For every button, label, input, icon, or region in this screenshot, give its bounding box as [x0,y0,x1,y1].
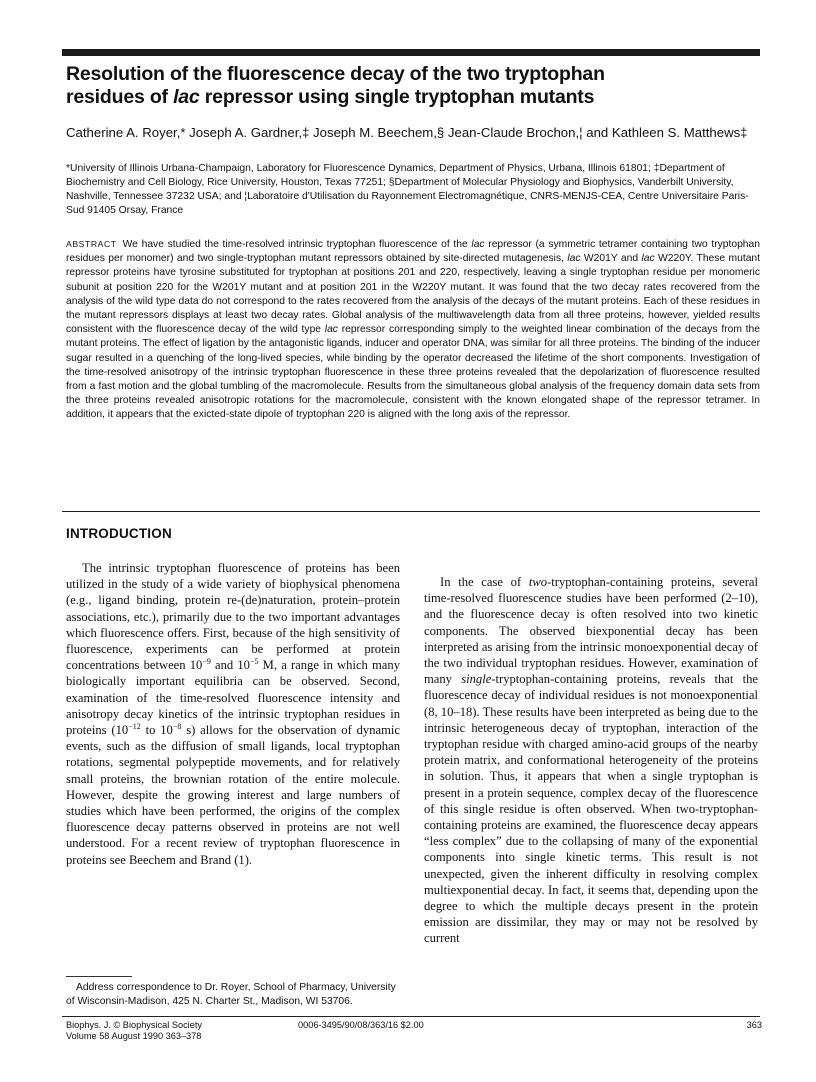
abstract [66,237,760,423]
exponent: −12 [128,722,141,732]
abstract-label: ABSTRACT [66,239,117,249]
title-line-2-a: residues of [66,86,174,108]
author-affiliations: *University of Illinois Urbana-Champaign, Laboratory for Fluorescence Dynamics, Department of Physics, Urbana, Illinois 61801; ‡Department of Biochemistry and Cell Biology, Rice University, Houston, Texas 77251; §Department of Molecular Physiology and Biophysics, Vanderbilt University, Nashville, Tennessee 37232 USA; and ¦Laboratoire d'Utilisation du Rayonnement Electromagnétique, CNRS-MENJS-CEA, Centre Universitaire Paris-Sud 91405 Orsay, France [66,163,749,216]
title-line-1: Resolution of the fluorescence decay of the two tryptophan [66,63,605,85]
footer-rule [62,1016,760,1017]
intro-r-text-b: -tryptophan-containing proteins, several time-resolved fluorescence studies have been performed (2–10), and the fluorescence decay is often resolved into two kinetic components. The observed biexponential decay has been interpreted as arising from the intrinsic monoexponential decay of the two individual tryptophan residues. However, examination of many [424,575,758,687]
page-number: 363 [746,1020,762,1030]
abstract-lac-4: lac [324,324,338,336]
footer-issn: 0006-3495/90/08/363/16 $2.00 [298,1020,424,1030]
intro-text-c: M, a range in which many biologically important equilibria can be observed. Second, examination of the time-resolved fluorescence intensity and anisotropy decay kinetics of the intrinsic tryptophan residues in proteins (10 [66,658,400,738]
top-rule [62,49,760,56]
intro-paragraph-1 [66,560,400,868]
correspondence-footnote: Address correspondence to Dr. Royer, School of Pharmacy, University of Wisconsin-Madison, 425 N. Charter St., Madison, WI 53706. [66,982,396,1007]
intro-r-text-c: -tryptophan-containing proteins, reveals that the fluorescence decay of individual residues is not monoexponential (8, 10–18). These results have been interpreted as being due to the intrinsic heterogeneous decay of tryptophan, interaction of the tryptophan residue with charged amino-acid groups of the nearby protein matrix, and conformational heterogeneity of the proteins in solution. Thus, it appears that when a single tryptophan is present in a protein sequence, complex decay of the fluorescence of this single residue is often observed. When two-tryptophan-containing proteins are examined, the fluorescence decay appears “less complex” due to the collapsing of many of the exponential components into single kinetic terms. This result is not unexpected, given the inherent difficulty in resolving complex multiexponential decay. In fact, it seems that, depending upon the degree to which the multiple decays present in the protein emission are dissimilar, they may or may not be resolved by current [424,672,758,946]
exponent: −8 [172,722,182,732]
footer-code [298,1020,424,1031]
author-list: Catherine A. Royer,* Joseph A. Gardner,‡ Joseph M. Beechem,§ Jean-Claude Brochon,¦ and Kathleen S. Matthews‡ [66,125,748,140]
footer-volume: Volume 58 August 1990 363–378 [66,1031,202,1041]
exponent: −9 [202,657,211,667]
abstract-text-2: repressor (a symmetric tetramer containing two tryptophan residues per monomer) and two single-tryptophan mutant repressors obtained by site-directed mutagenesis, [66,239,760,265]
abstract-lac-2: lac [567,253,581,265]
exponent: −5 [249,657,259,667]
intro-text-d: to 10 [140,723,173,738]
footer-journal-info [66,1020,202,1042]
article-title [66,63,756,109]
footer-journal: Biophys. J. © Biophysical Society [66,1020,202,1030]
section-divider [62,511,760,512]
abstract-lac-3: lac [641,253,655,265]
intro-text-e: s) allows for the observation of dynamic events, such as the diffusion of small ligands, local tryptophan rotations, segmental polypeptide movements, and for relatively small proteins, the brownian rotation of the entire molecule. However, despite the growing interest and large numbers of studies which have been performed, the origins of the complex fluorescence decay patterns observed in proteins are not well understood. For a recent review of tryptophan fluorescence in proteins see Beechem and Brand (1). [66,723,400,867]
intro-r-text-a: In the case of [440,575,529,589]
intro-text-a: The intrinsic tryptophan fluorescence of proteins has been utilized in the study of a wide variety of biophysical phenomena (e.g., ligand binding, protein re-(de)naturation, protein–protein associations, etc.), primarily due to the two important advantages which fluorescence offers. First, because of the high sensitivity of fluorescence, experiments can be performed at protein concentrations between 10 [66,561,400,673]
intro-text-b: and 10 [210,658,250,673]
abstract-text-4: W220Y. These mutant repressor proteins have tyrosine substituted for tryptophan at positions 201 and 220, respectively, leaving a single tryptophan residue per monomeric subunit at position 220 for the W201Y mutant and at position 201 in the W220Y mutant. It was found that the two decay rates recovered from the analysis of the wild type data do not correspond to the rates recovered from the analysis of the decays of the mutant proteins. Each of these residues in the mutant repressors displays at least two decay rates. Global analysis of the multiwavelength data from all three proteins, however, yielded results consistent with the fluorescence decay of the wild type [66,253,761,336]
intro-left-column [66,560,400,868]
italic-single: single [461,672,492,687]
italic-two: two [528,575,548,589]
intro-paragraph-2 [424,574,758,947]
title-lac-italic: lac [173,86,200,108]
abstract-text-3: W201Y and [580,253,642,265]
section-heading-introduction: INTRODUCTION [66,526,172,541]
intro-right-column [424,574,758,947]
footnote-rule [66,976,132,977]
abstract-text-1: We have studied the time-resolved intrinsic tryptophan fluorescence of the [122,239,472,250]
title-line-2-b: repressor using single tryptophan mutants [199,86,595,108]
abstract-text-5: repressor corresponding simply to the weighted linear combination of the decays from the mutant proteins. The effect of ligation by the antagonistic ligands, inducer and operator DNA, was similar for all three proteins. The binding of the inducer sugar resulted in a quenching of the long-lived species, while binding by the operator decreased the lifetime of the short components. Investigation of the time-resolved anisotropy of the intrinsic tryptophan fluorescence in these three proteins revealed that the depolarization of fluorescence resulted from a fast motion and the global tumbling of the macromolecule. Results from the simultaneous global analysis of the frequency domain data sets from the three proteins revealed anisotropic rotations for the macromolecule, consistent with the known elongated shape of the repressor tetramer. In addition, it appears that the exicted-state dipole of tryptophan 220 is aligned with the long axis of the repressor. [66,324,760,421]
abstract-lac-1: lac [471,239,485,250]
